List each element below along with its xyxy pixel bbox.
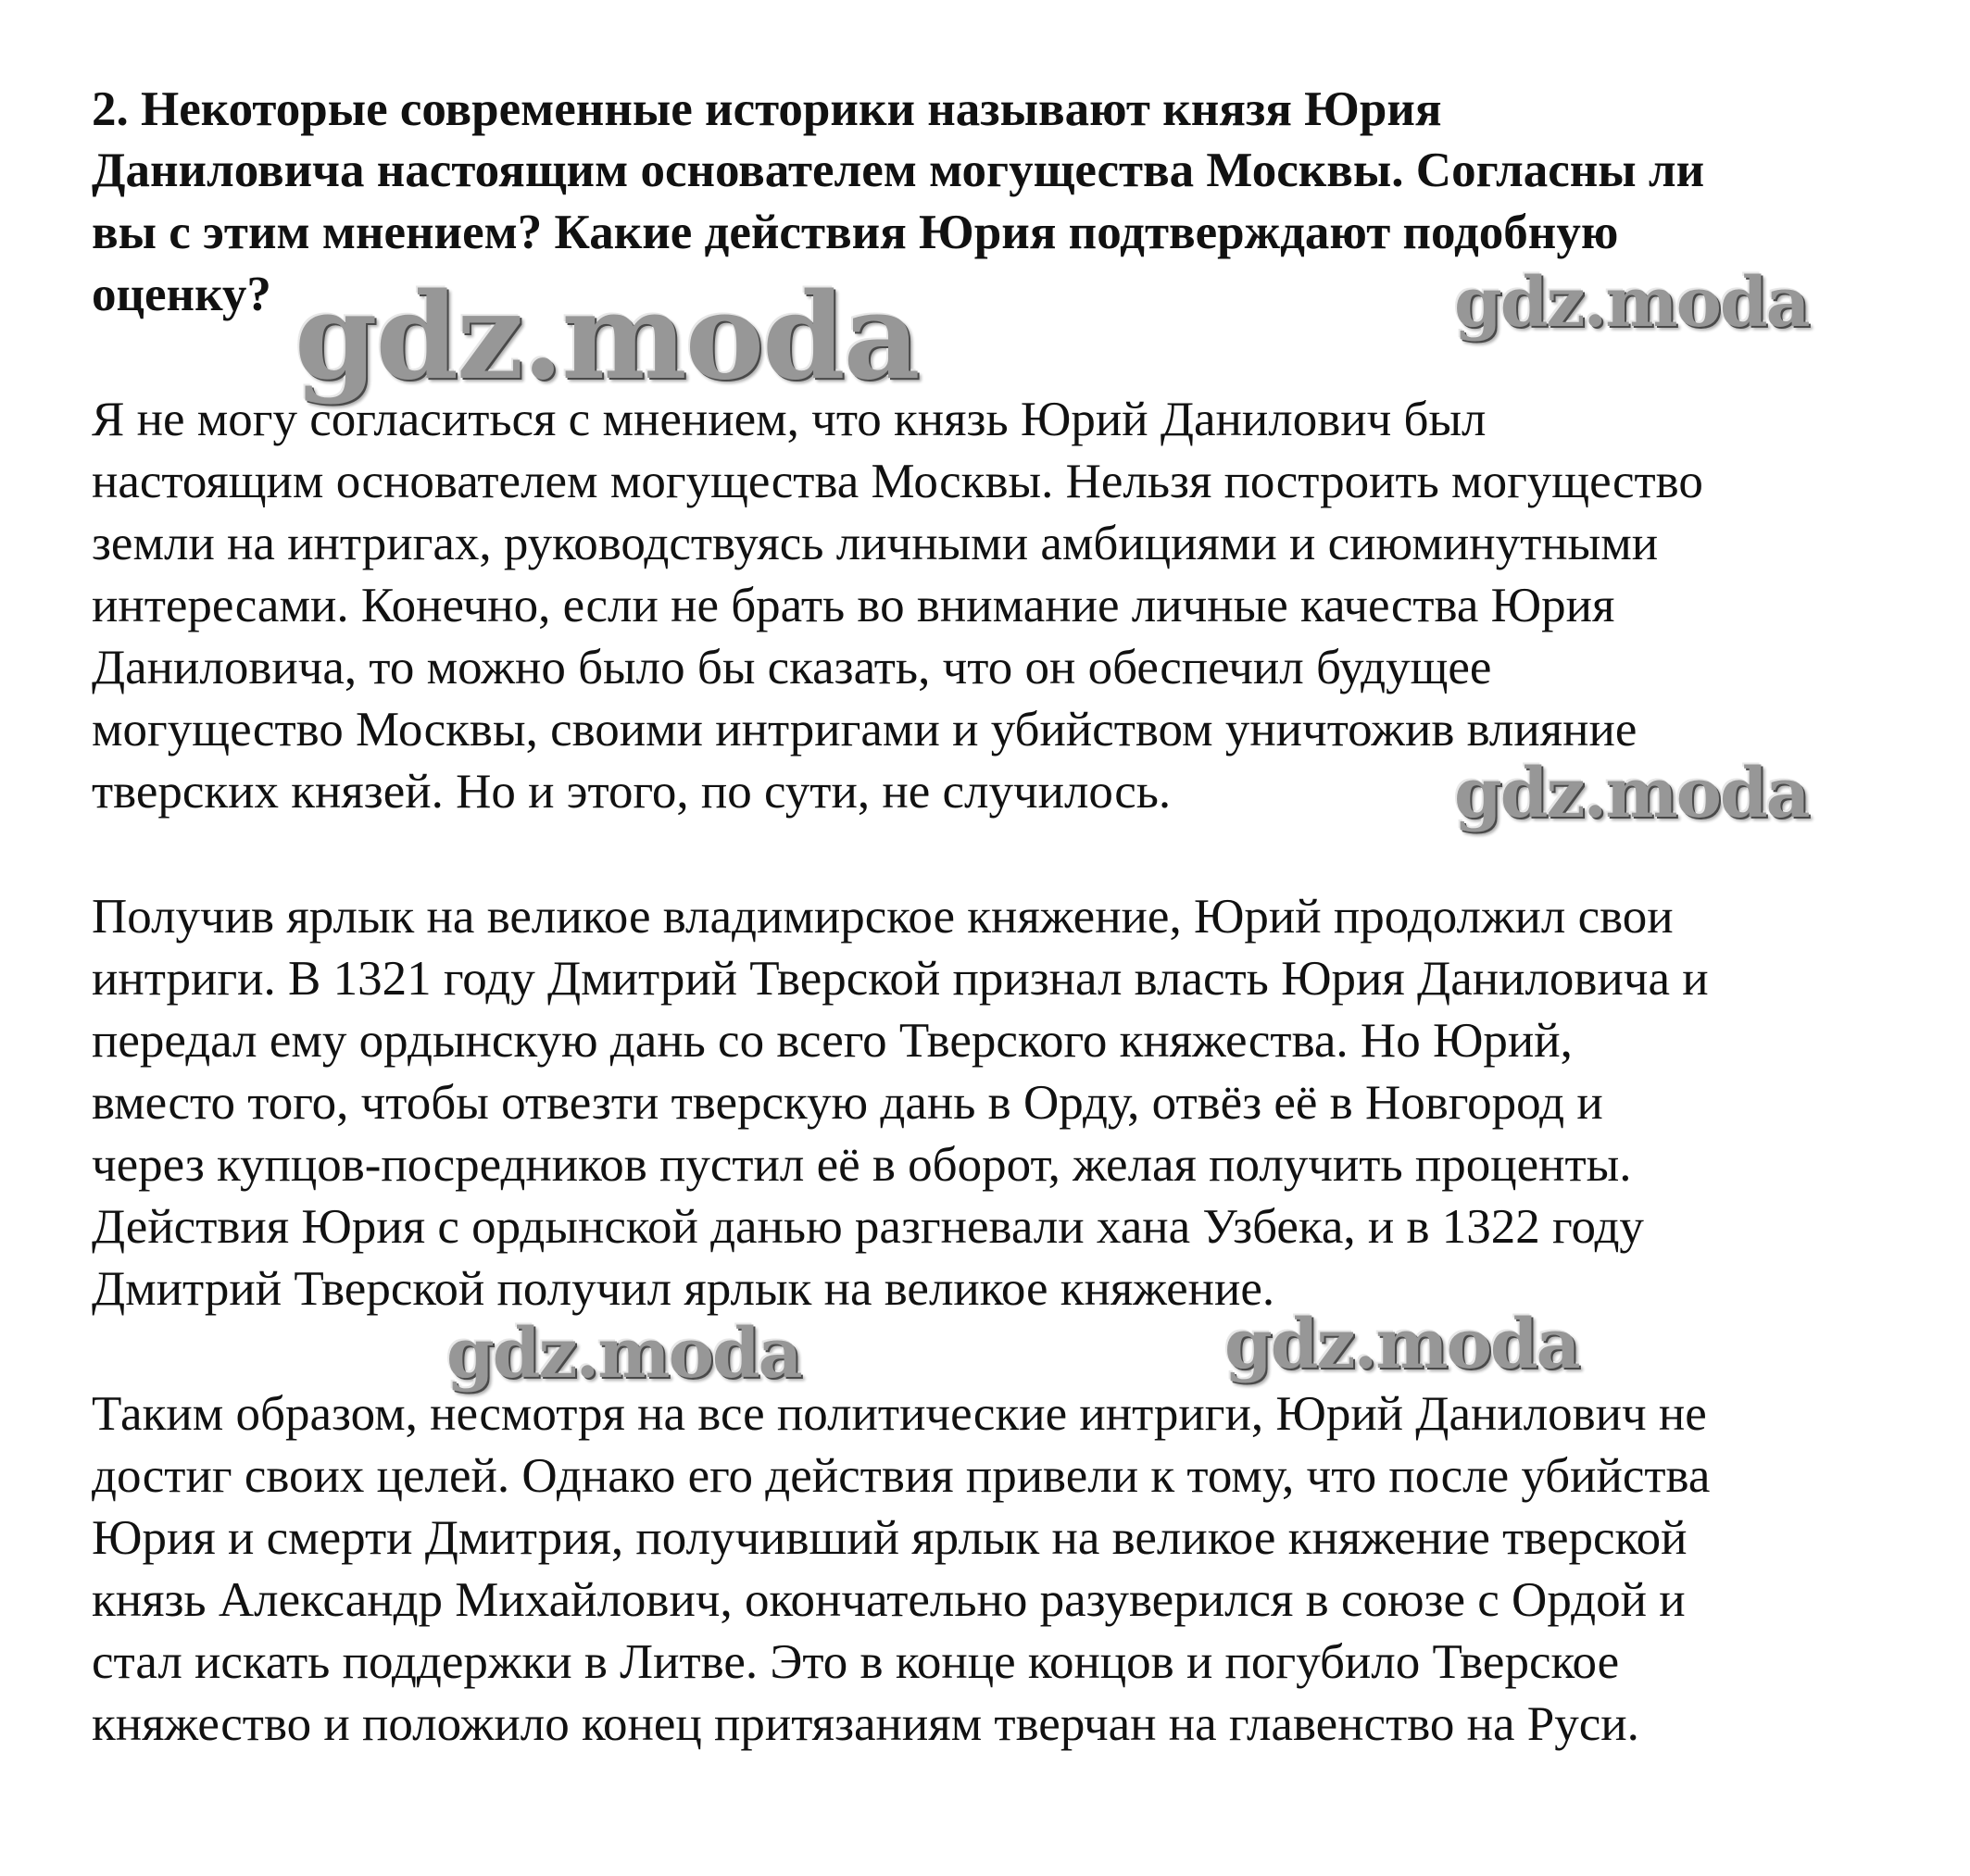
question-line: оценку? — [92, 268, 271, 321]
answer-line: достиг своих целей. Однако его действия привели к тому, что после убийства — [92, 1449, 1711, 1503]
question-line: Даниловича настоящим основателем могущества Москвы. Согласны ли — [92, 144, 1705, 197]
answer-line: тверских князей. Но и этого, по сути, не случилось. — [92, 765, 1172, 819]
answer-line: Я не могу согласиться с мнением, что князь Юрий Данилович был — [92, 393, 1487, 446]
answer-line: могущество Москвы, своими интригами и убийством уничтожив влияние — [92, 703, 1637, 757]
answer-line: Таким образом, несмотря на все политические интриги, Юрий Данилович не — [92, 1387, 1707, 1441]
answer-line: земли на интригах, руководствуясь личными амбициями и сиюминутными — [92, 517, 1659, 570]
answer-line: вместо того, чтобы отвезти тверскую дань в Орду, отвёз её в Новгород и — [92, 1076, 1603, 1130]
watermark-logo: gdz.moda — [295, 268, 919, 406]
answer-line: князь Александр Михайлович, окончательно разуверился в союзе с Ордой и — [92, 1573, 1686, 1627]
answer-line: Действия Юрия с ордынской данью разгневали хана Узбека, и в 1322 году — [92, 1200, 1644, 1254]
answer-line: Даниловича, то можно было бы сказать, что он обеспечил будущее — [92, 641, 1492, 694]
answer-line: Дмитрий Тверской получил ярлык на великое княжение. — [92, 1262, 1275, 1316]
answer-line: интриги. В 1321 году Дмитрий Тверской признал власть Юрия Даниловича и — [92, 952, 1709, 1006]
answer-line: интересами. Конечно, если не брать во внимание личные качества Юрия — [92, 579, 1615, 632]
watermark-logo: gdz.moda — [1454, 263, 1809, 343]
watermark-logo: gdz.moda — [1224, 1305, 1579, 1384]
answer-line: Получив ярлык на великое владимирское княжение, Юрий продолжил свои — [92, 890, 1674, 944]
watermark-logo: gdz.moda — [446, 1314, 801, 1394]
answer-line: настоящим основателем могущества Москвы. Нельзя построить могущество — [92, 455, 1703, 508]
answer-line: стал искать поддержки в Литве. Это в конце концов и погубило Тверское — [92, 1635, 1620, 1689]
answer-line: через купцов-посредников пустил её в оборот, желая получить проценты. — [92, 1138, 1632, 1192]
answer-line: Юрия и смерти Дмитрия, получивший ярлык на великое княжение тверской — [92, 1511, 1688, 1565]
answer-line: княжество и положило конец притязаниям тверчан на главенство на Руси. — [92, 1697, 1639, 1751]
question-line: вы с этим мнением? Какие действия Юрия подтверждают подобную — [92, 206, 1619, 259]
watermark-logo: gdz.moda — [1454, 754, 1809, 833]
question-line: 2. Некоторые современные историки называют князя Юрия — [92, 82, 1442, 136]
answer-line: передал ему ордынскую дань со всего Тверского княжества. Но Юрий, — [92, 1014, 1573, 1068]
